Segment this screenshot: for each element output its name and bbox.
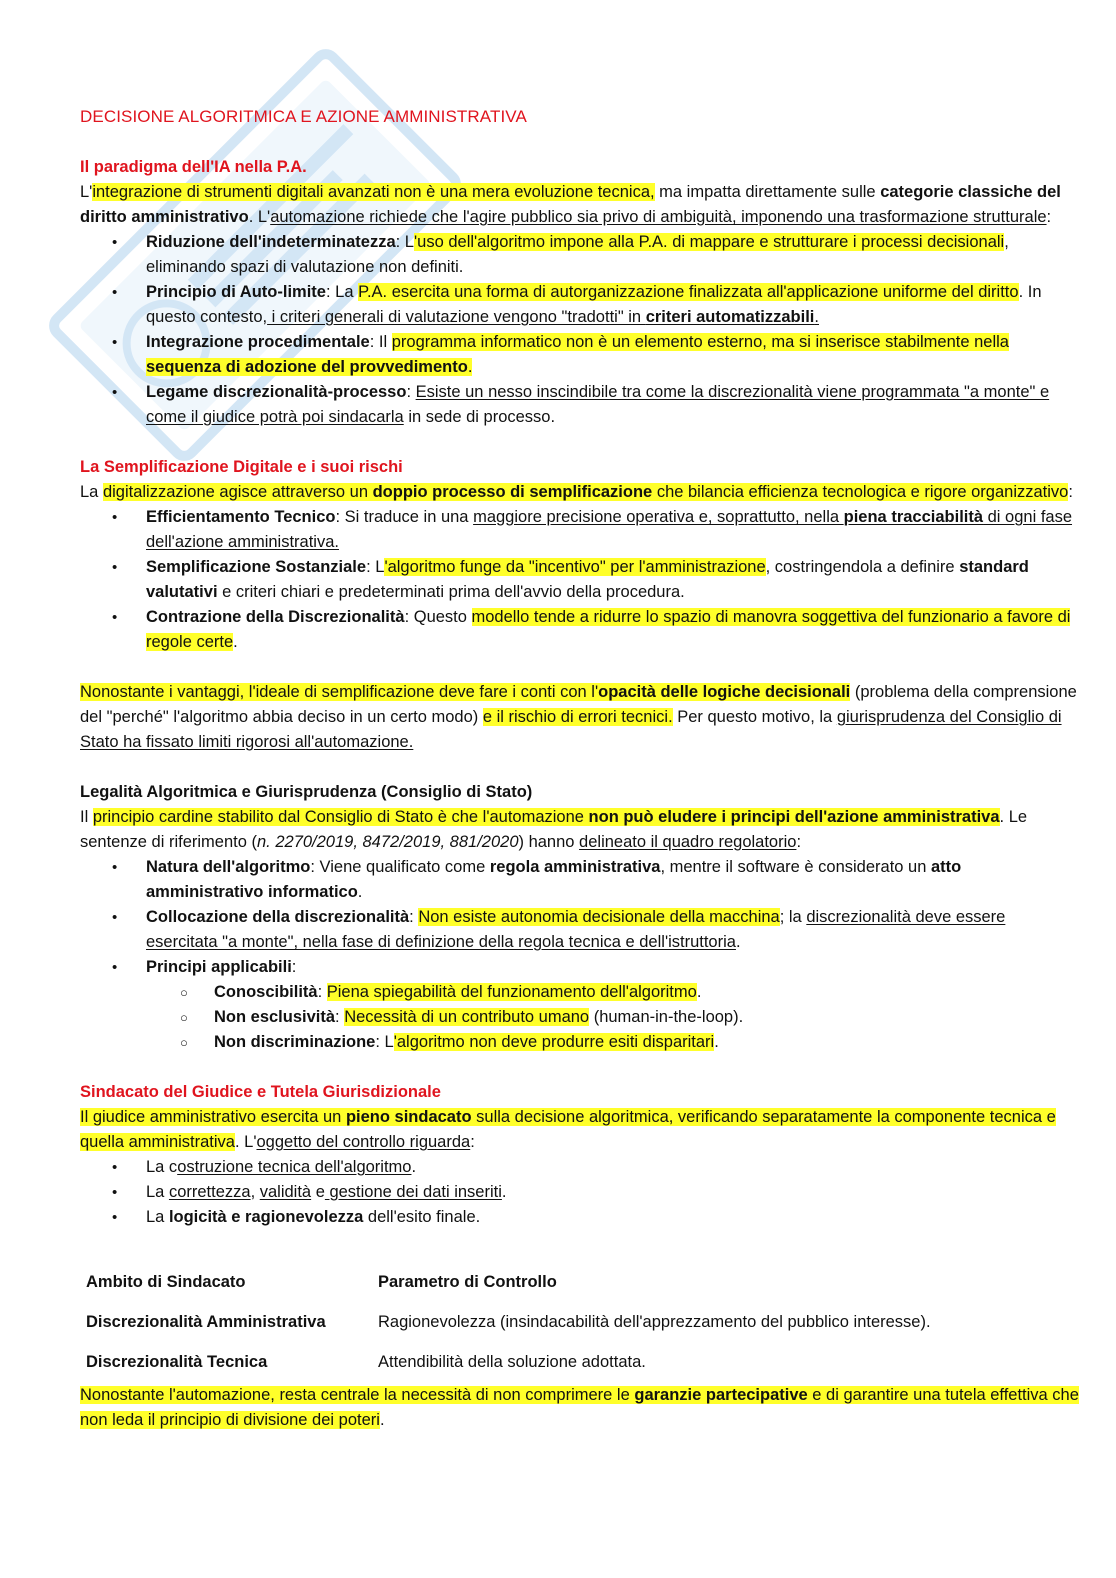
section-intro-sindacato	[80, 1105, 1080, 1155]
text-span: , eliminando spazi di valutazione non definiti.	[146, 233, 1009, 276]
text-span: La	[146, 1183, 169, 1201]
text-span: programma informatico non è un elemento esterno, ma si inserisce stabilmente nella	[391, 333, 1009, 351]
text-span: ; la	[779, 908, 807, 926]
text-span: che bilancia efficienza tecnologica e rigore organizzativo	[652, 483, 1069, 501]
text-span: Per questo motivo, la	[672, 708, 837, 726]
italic-span: n. 2270/2019, 8472/2019, 881/2020	[257, 833, 519, 851]
text-span: La c	[146, 1158, 178, 1176]
highlight-span: 'algoritmo funge da "incentivo" per l'amministrazione	[384, 558, 766, 576]
text-span: di ogni fase dell'azione amministrativa.	[146, 508, 1073, 551]
bold-span: logicità e ragionevolezza	[168, 1208, 364, 1226]
highlight-span	[80, 1386, 1079, 1429]
highlight-span: Nonostante i vantaggi, l'ideale di semplificazione deve fare i conti con l'	[80, 683, 599, 701]
text-span: principio cardine stabilito dal Consiglio di Stato è che l'automazione	[92, 808, 589, 826]
table-cell: Discrezionalità Amministrativa	[86, 1313, 326, 1331]
text-span: ) hanno	[518, 833, 580, 851]
underline-span: automazione richiede che l'agire pubblico sia privo di ambiguità, imponendo una trasformazione strutturale	[270, 208, 1047, 226]
text-span: digitalizzazione agisce attraverso un	[102, 483, 373, 501]
list-item	[146, 905, 1080, 955]
underline-span: giurisprudenza del Consiglio di Stato ha fissato limiti rigorosi all'automazione.	[80, 708, 1062, 751]
list-item	[146, 855, 1080, 905]
highlight-span	[93, 808, 1000, 826]
underline-span: Esiste un nesso inscindibile tra come la discrezionalità viene programmata "a monte" e come il giudice potrà poi sindacarla	[146, 383, 1050, 426]
bullet-list-sindacato	[80, 1155, 1080, 1230]
sub-list-item	[214, 980, 1080, 1005]
sub-list-principi	[146, 980, 1080, 1055]
sub-list-item	[214, 1030, 1080, 1055]
text-span: , mentre il software è considerato un	[660, 858, 931, 876]
text-span: : L	[366, 558, 385, 576]
text-span: L'	[80, 183, 93, 201]
table-header-cell: Ambito di Sindacato	[86, 1273, 246, 1291]
bold-span: standard valutativi	[146, 558, 1029, 601]
bullet-list-legalita	[80, 855, 1080, 1055]
list-item	[146, 955, 1080, 1055]
text-span: , costringendola a definire	[765, 558, 960, 576]
text-span: .	[735, 933, 741, 951]
text-span: e	[311, 1183, 325, 1201]
bold-span: sequenza di adozione del provvedimento	[146, 358, 468, 376]
text-span: : L	[375, 1033, 394, 1051]
underline-span	[267, 308, 819, 326]
section-heading-semplificazione: La Semplificazione Digitale e i suoi rischi	[80, 458, 403, 476]
bold-span: pieno sindacato	[345, 1108, 472, 1126]
text-span: : La	[325, 283, 359, 301]
underline-span: gestione dei dati inseriti	[324, 1183, 502, 1201]
text-span: : Questo	[404, 608, 472, 626]
highlight-span: P.A. esercita una forma di autorganizzazione finalizzata all'applicazione uniforme del diritto	[358, 283, 1019, 301]
table-header-row	[80, 1263, 937, 1303]
bullet-list-semplificazione	[80, 505, 1080, 655]
table-row	[80, 1303, 937, 1343]
document-title: DECISIONE ALGORITMICA E AZIONE AMMINISTRATIVA	[80, 107, 527, 126]
bold-highlight-span: opacità delle logiche decisionali	[598, 683, 851, 701]
section-heading-sindacato: Sindacato del Giudice e Tutela Giurisdizionale	[80, 1083, 441, 1101]
text-span: .	[411, 1158, 417, 1176]
section-intro-ia-pa	[80, 180, 1080, 230]
highlight-span: 'uso dell'algoritmo impone alla P.A. di mappare e strutturare i processi decisionali	[414, 233, 1005, 251]
text-span: sulla decisione algoritmica, verificando separatamente la componente tecnica e quella amministrativa	[80, 1108, 1056, 1151]
sub-list-item	[214, 1005, 1080, 1030]
bold-span: Collocazione della discrezionalità	[146, 908, 410, 926]
underline-span: correttezza	[168, 1183, 251, 1201]
bold-span: garanzie partecipative	[634, 1386, 808, 1404]
bold-span: Conoscibilità	[214, 983, 318, 1001]
bold-span: Principi applicabili	[146, 958, 292, 976]
bold-span: categorie classiche del diritto amministrativo	[80, 183, 1061, 226]
table-cell: Discrezionalità Tecnica	[86, 1353, 268, 1371]
text-span: . L'	[248, 208, 271, 226]
bold-span: Riduzione dell'indeterminatezza	[146, 233, 396, 251]
text-span: .	[814, 308, 819, 326]
text-span: (problema della comprensione del "perché" l'algoritmo abbia deciso in un certo modo)	[80, 683, 1077, 726]
text-span: Il giudice amministrativo esercita un	[80, 1108, 346, 1126]
text-span: : L	[395, 233, 414, 251]
table-cell: Attendibilità della soluzione adottata.	[378, 1353, 646, 1371]
table-row	[80, 1343, 937, 1383]
section-intro-legalita	[80, 805, 1080, 855]
text-span: :	[796, 833, 802, 851]
bold-span: Principio di Auto-limite	[146, 283, 326, 301]
text-span: i criteri generali di valutazione vengono "tradotti" in	[267, 308, 646, 326]
text-span: (human-in-the-loop).	[589, 1008, 744, 1026]
section-intro-semplificazione	[80, 480, 1080, 505]
underline-span: validità	[259, 1183, 312, 1201]
bold-span: non può eludere i principi dell'azione amministrativa	[588, 808, 1000, 826]
text-span: e di garantire una tutela effettiva che non leda il principio di divisione dei poteri	[80, 1386, 1079, 1429]
text-span: :	[1068, 483, 1073, 501]
text-span: :	[291, 958, 297, 976]
list-item	[146, 280, 1080, 330]
highlight-span: Piena spiegabilità del funzionamento dell'algoritmo	[326, 983, 697, 1001]
highlight-span: Non esiste autonomia decisionale della macchina	[418, 908, 780, 926]
text-span: ,	[250, 1183, 260, 1201]
text-span: . L'	[234, 1133, 257, 1151]
list-item	[146, 555, 1080, 605]
bold-span: Semplificazione Sostanziale	[146, 558, 367, 576]
text-span: :	[406, 383, 416, 401]
list-item	[146, 605, 1080, 655]
text-span: e criteri chiari e predeterminati prima dell'avvio della procedura.	[217, 583, 685, 601]
highlight-span: Necessità di un contributo umano	[344, 1008, 590, 1026]
text-span: . In questo contesto,	[146, 283, 1042, 326]
list-item	[146, 1180, 1080, 1205]
text-span: :	[470, 1133, 475, 1151]
text-span: .	[233, 633, 238, 651]
text-span: : Il	[369, 333, 392, 351]
list-item	[146, 1205, 1080, 1230]
bold-span: atto amministrativo informatico	[146, 858, 962, 901]
text-span: .	[501, 1183, 507, 1201]
list-item	[146, 380, 1080, 430]
section-heading-legalita: Legalità Algoritmica e Giurisprudenza (Consiglio di Stato)	[80, 783, 533, 801]
text-span: .	[714, 1033, 719, 1051]
text-span: La	[80, 483, 103, 501]
bold-span: Legame discrezionalità-processo	[146, 383, 407, 401]
bold-span: regola amministrativa	[489, 858, 661, 876]
bold-span: Natura dell'algoritmo	[146, 858, 311, 876]
highlight-span: 'algoritmo non deve produrre esiti disparitari	[393, 1033, 715, 1051]
text-span: Nonostante l'automazione, resta centrale la necessità di non comprimere le	[80, 1386, 635, 1404]
text-span: ma impatta direttamente sulle	[654, 183, 881, 201]
bold-span: piena tracciabilità	[843, 508, 984, 526]
bold-span: Non esclusività	[214, 1008, 336, 1026]
bold-span: Contrazione della Discrezionalità	[146, 608, 405, 626]
control-parameters-table	[80, 1263, 937, 1383]
bold-span: doppio processo di semplificazione	[372, 483, 653, 501]
highlight-span	[80, 1108, 1056, 1151]
text-span: : Si traduce in una	[335, 508, 474, 526]
text-span: :	[1046, 208, 1052, 226]
list-item	[146, 230, 1080, 280]
list-item	[146, 330, 1080, 380]
text-span: :	[409, 908, 419, 926]
text-span: :	[317, 983, 327, 1001]
table-cell: Ragionevolezza (insindacabilità dell'apprezzamento del pubblico interesse).	[378, 1313, 931, 1331]
text-span: .	[357, 883, 363, 901]
section-heading-ia-pa: Il paradigma dell'IA nella P.A.	[80, 158, 307, 176]
highlight-span	[103, 483, 1068, 501]
highlight-span: integrazione di strumenti digitali avanzati non è una mera evoluzione tecnica,	[92, 183, 655, 201]
list-item	[146, 1155, 1080, 1180]
text-span: . Le sentenze di riferimento (	[80, 808, 1028, 851]
text-span: maggiore precisione operativa e, soprattutto, nella	[473, 508, 844, 526]
bold-span: Efficientamento Tecnico	[146, 508, 336, 526]
underline-span: discrezionalità deve essere esercitata "a monte", nella fase di definizione della regola tecnica e dell'istruttoria	[146, 908, 1006, 951]
text-span: .	[467, 358, 473, 376]
text-span: dell'esito finale.	[363, 1208, 481, 1226]
text-span: .	[696, 983, 702, 1001]
underline-span: delineato il quadro regolatorio	[579, 833, 797, 851]
underline-span: oggetto del controllo riguarda	[256, 1133, 471, 1151]
text-span: Il	[80, 808, 93, 826]
bold-span: Integrazione procedimentale	[146, 333, 370, 351]
text-span: :	[335, 1008, 345, 1026]
text-span: .	[379, 1411, 385, 1429]
text-span: in sede di processo.	[403, 408, 556, 426]
text-span: : Viene qualificato come	[310, 858, 490, 876]
closing-paragraph	[80, 1383, 1080, 1433]
bold-span: criteri automatizzabili	[645, 308, 815, 326]
bold-span: Non discriminazione	[214, 1033, 376, 1051]
document-body	[80, 104, 1080, 1433]
highlight-span: e il rischio di errori tecnici.	[482, 708, 673, 726]
list-item	[146, 505, 1080, 555]
highlight-span: modello tende a ridurre lo spazio di manovra soggettiva del funzionario a favore di regole certe	[146, 608, 1071, 651]
bullet-list-ia-pa	[80, 230, 1080, 430]
section-note-semplificazione	[80, 680, 1080, 755]
underline-span: ostruzione tecnica dell'algoritmo	[177, 1158, 412, 1176]
table-header-cell: Parametro di Controllo	[378, 1273, 557, 1291]
text-span: La	[146, 1208, 169, 1226]
